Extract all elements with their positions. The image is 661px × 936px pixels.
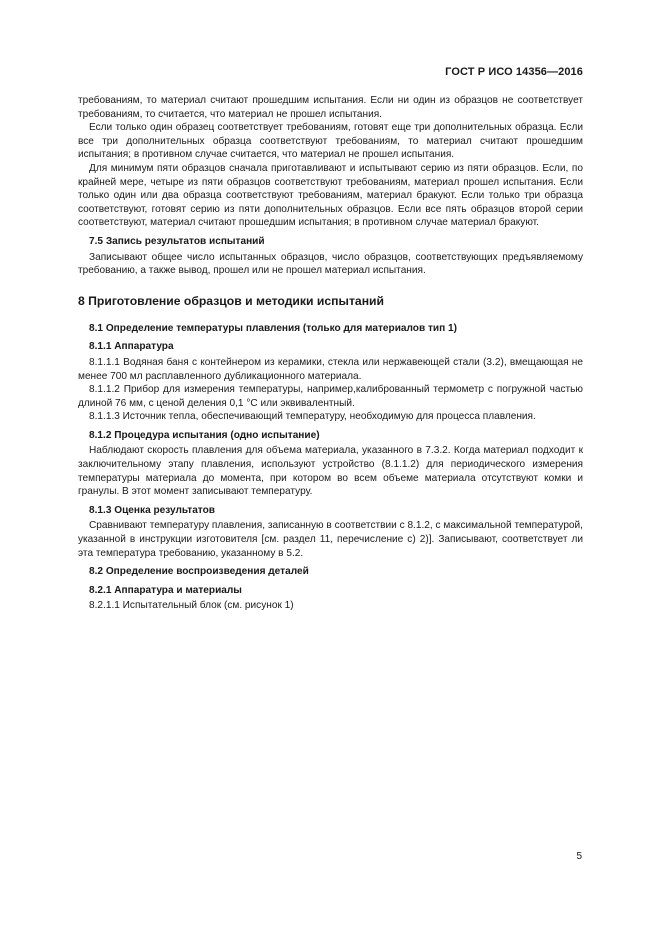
paragraph: требованиям, то материал считают прошедшим испытания. Если ни один из образцов не соответствует требованиям, то считается, что материал не прошел испытания. <box>78 95 583 120</box>
paragraph: Если только один образец соответствует требованиям, готовят еще три дополнительных образца. Если все три дополнительных образца соответствуют требованиям, то материал считают прошедшим испытания; в противном случае считается, что материал не прошел испытания. <box>78 122 583 161</box>
document-header: ГОСТ Р ИСО 14356—2016 <box>445 66 583 78</box>
section-heading-7-5: 7.5 Запись результатов испытаний <box>89 235 265 247</box>
paragraph: Сравнивают температуру плавления, записанную в соответствии с 8.1.2, с максимальной температурой, указанной в инструкции изготовителя [см. раздел 11, перечисление с) 2)]. Записывают, соответствует ли эта температура требованию, указанному в 5.2. <box>78 520 583 559</box>
section-heading-8-1: 8.1 Определение температуры плавления (только для материалов тип 1) <box>89 322 457 334</box>
clause-8-2-1-1: 8.2.1.1 Испытательный блок (см. рисунок 1) <box>89 600 294 612</box>
document-body <box>78 94 583 613</box>
section-heading-8: 8 Приготовление образцов и методики испытаний <box>78 293 385 308</box>
page-number: 5 <box>576 851 582 862</box>
section-heading-8-1-3: 8.1.3 Оценка результатов <box>89 504 215 516</box>
section-heading-8-1-1: 8.1.1 Аппаратура <box>89 341 174 353</box>
clause-8-1-1-1: 8.1.1.1 Водяная баня с контейнером из керамики, стекла или нержавеющей стали (3.2), вмещающая не менее 700 мл расплавленного дубликационного материала. <box>78 356 583 382</box>
clause-8-1-1-3: 8.1.1.3 Источник тепла, обеспечивающий температуру, необходимую для процесса плавления. <box>89 411 536 423</box>
paragraph: Записывают общее число испытанных образцов, число образцов, соответствующих предъявляемому требованию, а также вывод, прошел или не прошел материал испытания. <box>78 251 583 277</box>
section-heading-8-2-1: 8.2.1 Аппаратура и материалы <box>89 584 242 596</box>
section-heading-8-2: 8.2 Определение воспроизведения деталей <box>89 566 309 578</box>
paragraph: Наблюдают скорость плавления для объема материала, указанного в 7.3.2. Когда материал подходит к заключительному этапу плавления, используют устройство (8.1.1.2) для периодического измерения температуры материала до момента, при котором во всем объеме материала отсутствуют комки и гранулы. В этот момент записывают температуру. <box>78 445 583 498</box>
paragraph: Для минимум пяти образцов сначала приготавливают и испытывают серию из пяти образцов. Если, по крайней мере, четыре из пяти образцов соответствуют требованиям, материал прошел испытания. Если только один или два образца соответствуют требованиям, материал бракуют. Если только три образца соответствуют, готовят серию из пяти дополнительных образцов. Если все пять образцов второй серии соответствуют, материал считают прошедшим испытания; в противном случае материал бракуют. <box>78 162 583 229</box>
section-heading-8-1-2: 8.1.2 Процедура испытания (одно испытание) <box>89 429 320 441</box>
clause-8-1-1-2: 8.1.1.2 Прибор для измерения температуры, например,калиброванный термометр с погружной частью длиной 76 мм, с ценой деления 0,1 °С или эквивалентный. <box>78 384 583 409</box>
